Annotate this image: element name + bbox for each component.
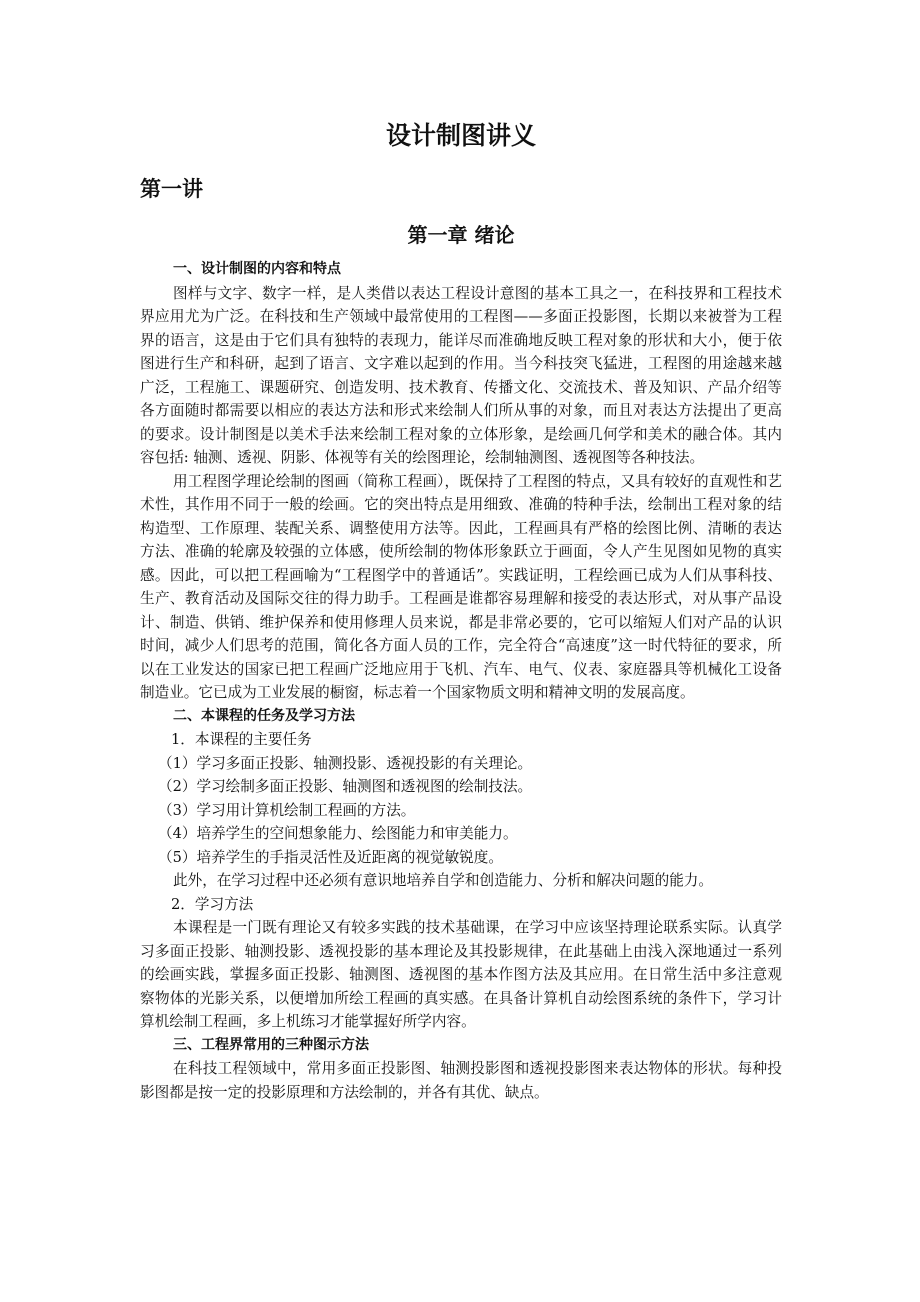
paragraph: 用工程图学理论绘制的图画（简称工程画），既保持了工程图的特点，又具有较好的直观性和艺术性，其作用不同于一般的绘画。它的突出特点是用细致、准确的特种手法，绘制出工程对象的结构造型、工作原理、装配关系、调整使用方法等。因此，工程画具有严格的绘图比例、清晰的表达方法、准确的轮廓及较强的立体感，使所绘制的物体形象跃立于画面，令人产生见图如见物的真实感。因此，可以把工程画喻为“工程图学中的普通话”。实践证明，工程绘画已成为人们从事科技、生产、教育活动及国际交往的得力助手。工程画是谁都容易理解和接受的表达形式，对从事产品设计、制造、供销、维护保养和使用修理人员来说，都是非常必要的，它可以缩短人们对产品的认识时间，减少人们思考的范围，简化各方面人员的工作，完全符合“高速度”这一时代特征的要求，所以在工业发达的国家已把工程画广泛地应用于飞机、汽车、电气、仪表、家庭器具等机械化工设备制造业。它已成为工业发展的橱窗，标志着一个国家物质文明和精神文明的发展高度。 xyxy=(140,472,782,701)
chapter-heading: 第一章 绪论 xyxy=(407,223,515,247)
subsection-heading: 1．本课程的主要任务 xyxy=(171,731,312,748)
document-body xyxy=(140,118,782,1104)
subsection-heading: 2．学习方法 xyxy=(171,895,254,913)
paragraph: 图样与文字、数字一样，是人类借以表达工程设计意图的基本工具之一，在科技界和工程技术界应用尤为广泛。在科技和生产领域中最常使用的工程图——多面正投影图，长期以来被誉为工程界的语言，这是由于它们具有独特的表现力，能详尽而准确地反映工程对象的形状和大小，便于依图进行生产和科研，起到了语言、文字难以起到的作用。当今科技突飞猛进，工程图的用途越来越广泛，工程施工、课题研究、创造发明、技术教育、传播文化、交流技术、普及知识、产品介绍等各方面随时都需要以相应的表达方法和形式来绘制人们所从事的对象，而且对表达方法提出了更高的要求。设计制图是以美术手法来绘制工程对象的立体形象，是绘画几何学和美术的融合体。其内容包括: 轴测、透视、阴影、体视等有关的绘图理论，绘制轴测图、透视图等各种技法。 xyxy=(140,284,782,466)
paragraph: 此外，在学习过程中还必须有意识地培养自学和创造能力、分析和解决问题的能力。 xyxy=(173,872,713,889)
lecture-heading: 第一讲 xyxy=(140,177,203,201)
section-heading-2: 二、本课程的任务及学习方法 xyxy=(173,707,355,724)
document-title: 设计制图讲义 xyxy=(385,121,536,150)
task-item: （5）培养学生的手指灵活性及近距离的视觉敏锐度。 xyxy=(158,848,503,866)
task-item: （1）学习多面正投影、轴测投影、透视投影的有关理论。 xyxy=(158,754,533,772)
task-item: （4）培养学生的空间想象能力、绘图能力和审美能力。 xyxy=(158,825,518,842)
section-heading-3: 三、工程界常用的三种图示方法 xyxy=(173,1036,369,1053)
task-item: （2）学习绘制多面正投影、轴测图和透视图的绘制技法。 xyxy=(158,778,533,795)
paragraph: 在科技工程领域中，常用多面正投影图、轴测投影图和透视投影图来表达物体的形状。每种投影图都是按一定的投影原理和方法绘制的，并各有其优、缺点。 xyxy=(140,1060,782,1101)
section-heading-1: 一、设计制图的内容和特点 xyxy=(173,261,341,277)
task-item: （3）学习用计算机绘制工程画的方法。 xyxy=(158,801,416,819)
paragraph: 本课程是一门既有理论又有较多实践的技术基础课，在学习中应该坚持理论联系实际。认真学习多面正投影、轴测投影、透视投影的基本理论及其投影规律，在此基础上由浅入深地通过一系列的绘画实践，掌握多面正投影、轴测图、透视图的基本作图方法及其应用。在日常生活中多注意观察物体的光影关系，以便增加所绘工程画的真实感。在具备计算机自动绘图系统的条件下，学习计算机绘制工程画，多上机练习才能掌握好所学内容。 xyxy=(140,919,782,1030)
